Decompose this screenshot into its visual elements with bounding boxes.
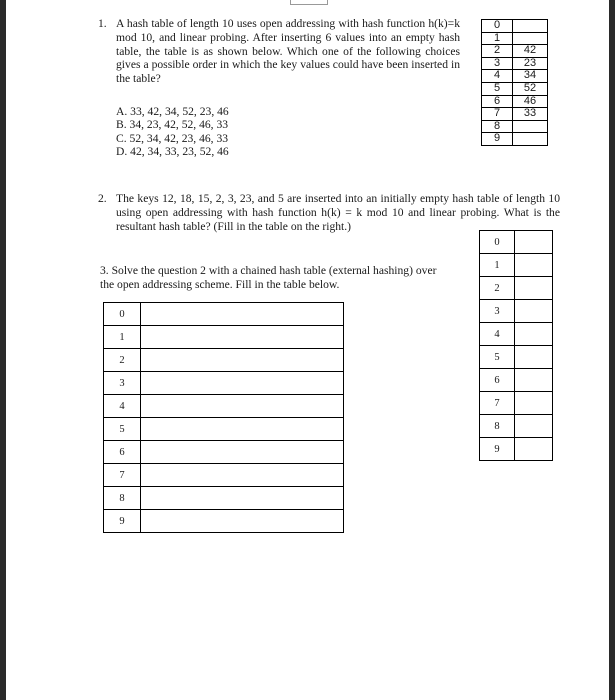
table-row [480, 392, 553, 415]
question-1-hash-table [481, 19, 548, 146]
table-row [482, 45, 548, 58]
slot-index: 7 [104, 464, 141, 487]
table-row [482, 95, 548, 108]
slot-value: 33 [513, 108, 548, 121]
slot-index: 7 [480, 392, 515, 415]
slot-index: 8 [104, 487, 141, 510]
choice-d: D. 42, 34, 33, 23, 52, 46 [116, 145, 229, 159]
table-row [104, 349, 344, 372]
table-row [480, 438, 553, 461]
choice-a: A. 33, 42, 34, 52, 23, 46 [116, 105, 229, 118]
slot-index: 9 [482, 133, 513, 146]
table-row [104, 441, 344, 464]
table-row [104, 487, 344, 510]
slot-answer-cell[interactable] [515, 254, 553, 277]
slot-index: 5 [104, 418, 141, 441]
slot-index: 2 [104, 349, 141, 372]
slot-answer-cell[interactable] [515, 438, 553, 461]
slot-index: 6 [480, 369, 515, 392]
slot-index: 6 [104, 441, 141, 464]
table-row [480, 369, 553, 392]
table-row [482, 57, 548, 70]
table-row [480, 346, 553, 369]
slot-index: 2 [482, 45, 513, 58]
question-2-text: The keys 12, 18, 15, 2, 3, 23, and 5 are inserted into an initially empty hash table of length 10 using open addressing with hash function h(k) = k mod 10 and linear probing. What is the resultant hash table? (Fill in the table on the right.) [116, 192, 560, 233]
question-1-number: 1. [98, 17, 107, 30]
slot-index: 2 [480, 277, 515, 300]
slot-value [513, 32, 548, 45]
slot-index: 7 [482, 108, 513, 121]
table-row [482, 108, 548, 121]
chain-answer-cell[interactable] [141, 326, 344, 349]
table-row [104, 326, 344, 349]
chain-answer-cell[interactable] [141, 372, 344, 395]
table-row [480, 323, 553, 346]
question-1 [98, 17, 460, 86]
table-row [480, 277, 553, 300]
table-row [104, 303, 344, 326]
slot-index: 1 [104, 326, 141, 349]
table-row [104, 372, 344, 395]
slot-index: 3 [104, 372, 141, 395]
slot-answer-cell[interactable] [515, 346, 553, 369]
table-row [104, 510, 344, 533]
chain-answer-cell[interactable] [141, 418, 344, 441]
question-2 [98, 192, 560, 233]
slot-value: 52 [513, 82, 548, 95]
question-3 [100, 264, 450, 292]
slot-answer-cell[interactable] [515, 323, 553, 346]
slot-answer-cell[interactable] [515, 277, 553, 300]
right-frame-edge [609, 0, 615, 700]
slot-index: 1 [482, 32, 513, 45]
question-2-hash-table [479, 230, 553, 461]
slot-index: 4 [482, 70, 513, 83]
slot-index: 9 [480, 438, 515, 461]
table-row [482, 70, 548, 83]
chain-answer-cell[interactable] [141, 349, 344, 372]
left-frame-edge [0, 0, 6, 700]
slot-index: 3 [482, 57, 513, 70]
slot-index: 0 [480, 231, 515, 254]
chain-answer-cell[interactable] [141, 441, 344, 464]
question-2-number: 2. [98, 192, 107, 205]
slot-index: 0 [104, 303, 141, 326]
slot-index: 0 [482, 20, 513, 33]
chain-answer-cell[interactable] [141, 487, 344, 510]
table-row [482, 32, 548, 45]
top-page-tab [290, 0, 328, 5]
slot-index: 5 [480, 346, 515, 369]
question-1-choices [116, 105, 229, 159]
question-3-chained-hash-table [103, 302, 344, 533]
table-row [104, 395, 344, 418]
slot-index: 5 [482, 82, 513, 95]
choice-b: B. 34, 23, 42, 52, 46, 33 [116, 118, 229, 132]
slot-index: 1 [480, 254, 515, 277]
table-row [104, 418, 344, 441]
table-row [480, 254, 553, 277]
slot-index: 8 [482, 120, 513, 133]
slot-value [513, 20, 548, 33]
slot-answer-cell[interactable] [515, 415, 553, 438]
chain-answer-cell[interactable] [141, 395, 344, 418]
question-1-text: A hash table of length 10 uses open addressing with hash function h(k)=k mod 10, and linear probing. After inserting 6 values into an empty hash table, the table is as shown below. Which one of the following choices gives a possible order in which the key values could have been inserted in the table? [116, 17, 460, 86]
table-row [480, 415, 553, 438]
chain-answer-cell[interactable] [141, 464, 344, 487]
slot-value: 34 [513, 70, 548, 83]
chain-answer-cell[interactable] [141, 510, 344, 533]
question-3-text: 3. Solve the question 2 with a chained hash table (external hashing) over the open addressing scheme. Fill in the table below. [100, 264, 437, 291]
slot-answer-cell[interactable] [515, 369, 553, 392]
slot-value [513, 120, 548, 133]
choice-c: C. 52, 34, 42, 23, 46, 33 [116, 131, 229, 145]
slot-value: 23 [513, 57, 548, 70]
slot-answer-cell[interactable] [515, 392, 553, 415]
slot-index: 9 [104, 510, 141, 533]
table-row [480, 300, 553, 323]
slot-index: 4 [480, 323, 515, 346]
slot-index: 3 [480, 300, 515, 323]
slot-index: 4 [104, 395, 141, 418]
slot-index: 6 [482, 95, 513, 108]
table-row [482, 82, 548, 95]
table-row [482, 120, 548, 133]
slot-value: 42 [513, 45, 548, 58]
table-row [482, 20, 548, 33]
table-row [482, 133, 548, 146]
slot-value: 46 [513, 95, 548, 108]
table-row [480, 231, 553, 254]
table-row [104, 464, 344, 487]
chain-answer-cell[interactable] [141, 303, 344, 326]
slot-answer-cell[interactable] [515, 231, 553, 254]
slot-answer-cell[interactable] [515, 300, 553, 323]
slot-value [513, 133, 548, 146]
slot-index: 8 [480, 415, 515, 438]
